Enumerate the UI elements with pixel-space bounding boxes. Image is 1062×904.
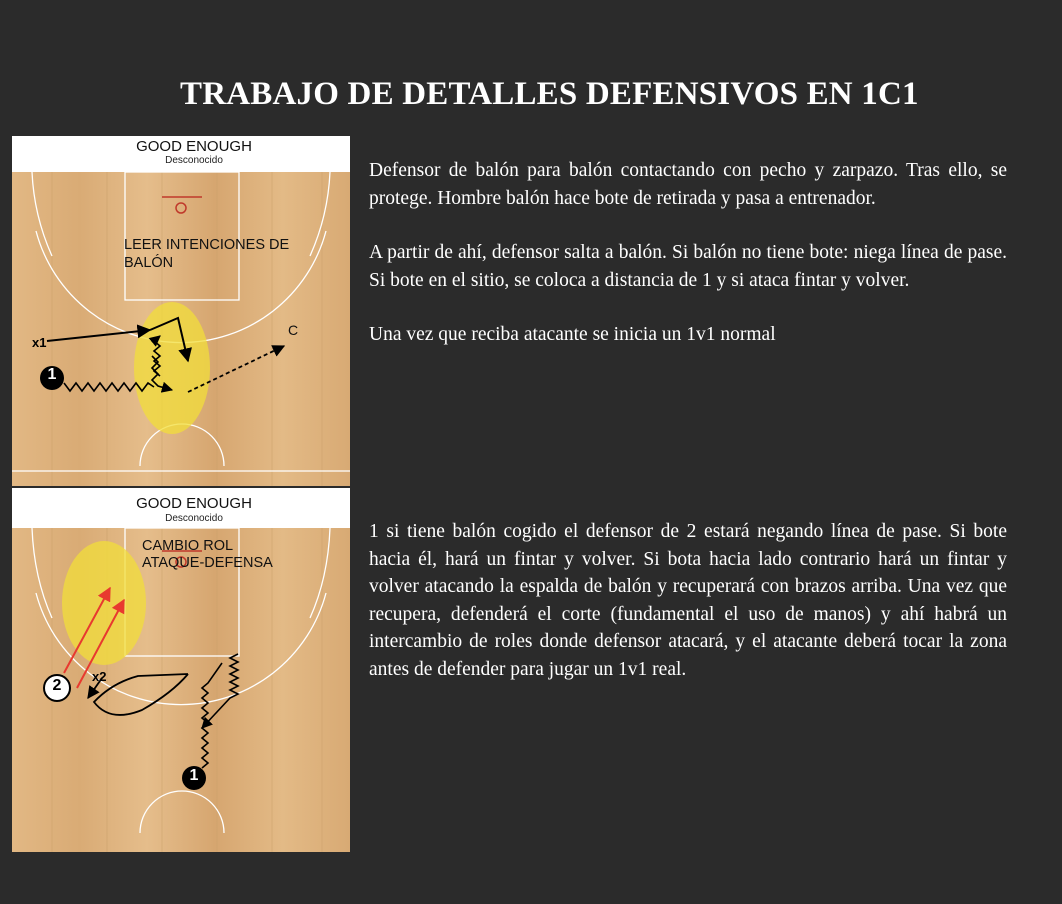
description-block-2 [369,518,1007,710]
drill-diagram-1 [12,136,350,486]
coach-label: C [288,322,299,338]
diagram-header: GOOD ENOUGH [136,495,252,512]
player-2-label: 2 [52,677,62,694]
player-1-label: 1 [47,366,57,383]
defender-label: x2 [92,669,107,684]
diagram-subheader: Desconocido [165,155,223,166]
description-block-1 [369,157,1007,376]
diagram-header: GOOD ENOUGH [136,138,252,155]
paragraph: A partir de ahí, defensor salta a balón. Si balón no tiene bote: niega línea de pase. Si bote en el sitio, se coloca a distancia de 1 y si ataca fintar y volver. [369,242,1007,291]
help-zone [62,541,146,665]
diagram-subheader: Desconocido [165,513,223,524]
drill-label: CAMBIO ROL ATAQUE-DEFENSA [142,538,273,571]
player-1-label: 1 [189,767,199,784]
paragraph: Una vez que reciba atacante se inicia un 1v1 normal [369,324,776,345]
defender-label: x1 [32,335,47,350]
drill-diagram-2 [12,488,350,852]
paragraph: Defensor de balón para balón contactando con pecho y zarpazo. Tras ello, se protege. Hombre balón hace bote de retirada y pasa a entrenador. [369,160,1007,209]
help-zone [134,302,210,434]
page-title: TRABAJO DE DETALLES DEFENSIVOS EN 1C1 [180,76,919,112]
drill-label: LEER INTENCIONES DE BALÓN [124,237,290,271]
paragraph: 1 si tiene balón cogido el defensor de 2 estará negando línea de pase. Si bote hacia él, hará un fintar y volver. Si bota hacia lado contrario hará un fintar y volver atacando la espalda de balón y recuperará con brazos arriba. Una vez que recupera, defenderá el corte (fundamental el uso de manos) y ahí habrá un intercambio de roles donde defensor atacará, y el atacante deberá tocar la zona antes de defender para jugar un 1v1 real. [369,521,1007,680]
